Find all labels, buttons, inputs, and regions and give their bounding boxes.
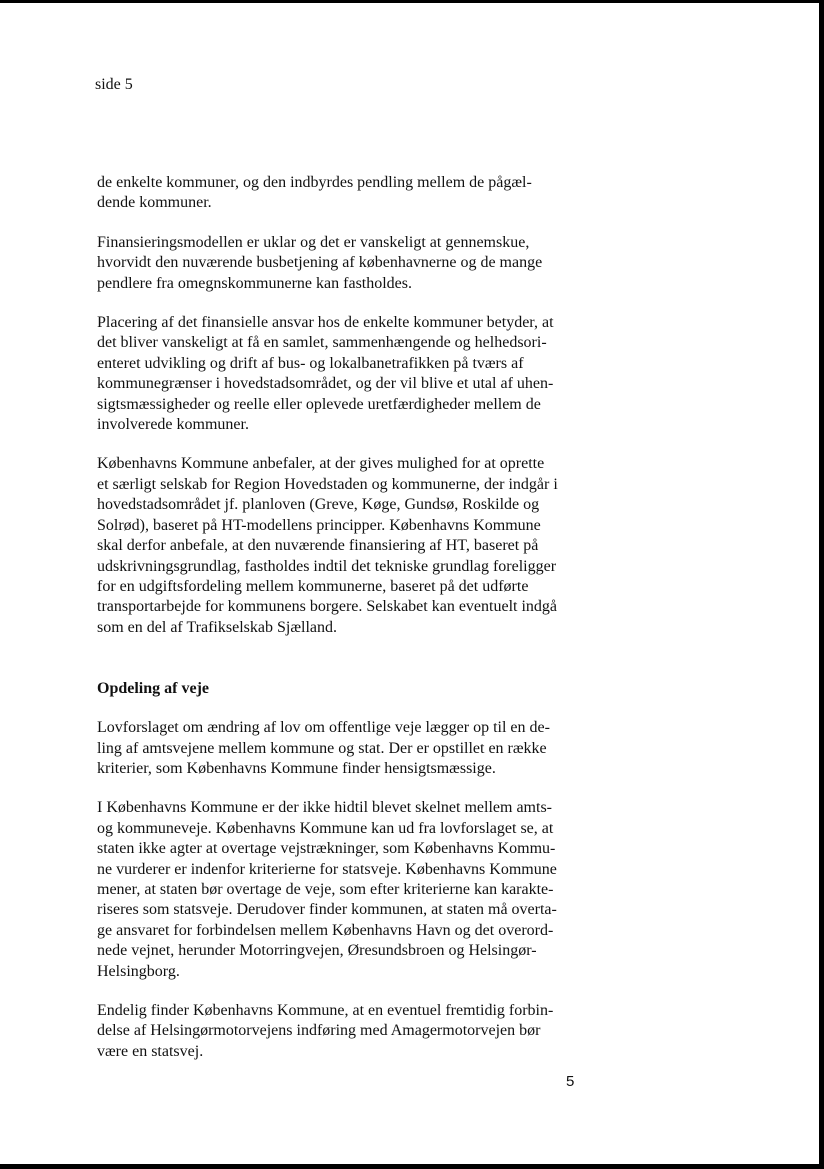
page-header: side 5 bbox=[95, 76, 133, 93]
scan-border-top bbox=[0, 0, 824, 3]
scan-border-right bbox=[819, 0, 824, 1169]
paragraph: Finansieringsmodellen er uklar og det er vanskeligt at gennemskue, hvorvidt den nuværende busbetjening af københavnerne og de mange pendlere fra omegnskommunerne kan fastholdes. bbox=[97, 233, 543, 292]
paragraph: I Københavns Kommune er der ikke hidtil blevet skelnet mellem amts- og kommuneveje. Københavns Kommune kan ud fra lovforslaget se, at staten ikke agter at overtage vejstrækninger, som Københavns Kommu- ne vurderer er indenfor kriterierne for statsveje. Københavns Kommune mener, at staten bør overtage de veje, som efter kriterierne kan karakte- riseres som statsveje. Derudover finder kommunen, at staten må overta- ge ansvaret for forbindelsen mellem Københavns Havn og det overord- nede vejnet, herunder Motorringvejen, Øresundsbroen og Helsingør- Helsingborg. bbox=[97, 799, 557, 980]
scan-border-bottom bbox=[0, 1164, 824, 1169]
paragraph: de enkelte kommuner, og den indbyrdes pendling mellem de pågæl- dende kommuner. bbox=[97, 174, 532, 212]
paragraph: Placering af det finansielle ansvar hos de enkelte kommuner betyder, at det bliver vanskeligt at få en samlet, sammenhængende og helhedsori- enteret udvikling og drift af bus- og lokalbanetrafikken på tværs af kommunegrænser i hovedstadsområdet, og der vil blive et utal af uhen- sigtsmæssigheder og reelle eller oplevede uretfærdigheder mellem de involverede kommuner. bbox=[97, 314, 554, 434]
paragraph: Endelig finder Københavns Kommune, at en eventuel fremtidig forbin- delse af Helsingørmotorvejens indføring med Amagermotorvejen bør være en statsvej. bbox=[97, 1002, 554, 1060]
paragraph: Københavns Kommune anbefaler, at der gives mulighed for at oprette et særligt selskab for Region Hovedstaden og kommunerne, der indgår i hovedstadsområdet jf. planloven (Greve, Køge, Gundsø, Roskilde og Solrød), baseret på HT-modellens principper. Københavns Kommune skal derfor anbefale, at den nuværende finansiering af HT, baseret på udskrivningsgrundlag, fastholdes indtil det tekniske grundlag foreligger for en udgiftsfordeling mellem kommunerne, baseret på det udførte transportarbejde for kommunens borgere. Selskabet kan eventuelt indgå som en del af Trafikselskab Sjælland. bbox=[97, 455, 558, 636]
section-heading: Opdeling af veje bbox=[97, 680, 209, 698]
page-number: 5 bbox=[566, 1073, 575, 1090]
document-body bbox=[97, 173, 577, 1081]
paragraph: Lovforslaget om ændring af lov om offentlige veje lægger op til en de- ling af amtsvejene mellem kommune og stat. Der er opstillet en række kriterier, som Københavns Kommune finder hensigtsmæssige. bbox=[97, 719, 550, 777]
